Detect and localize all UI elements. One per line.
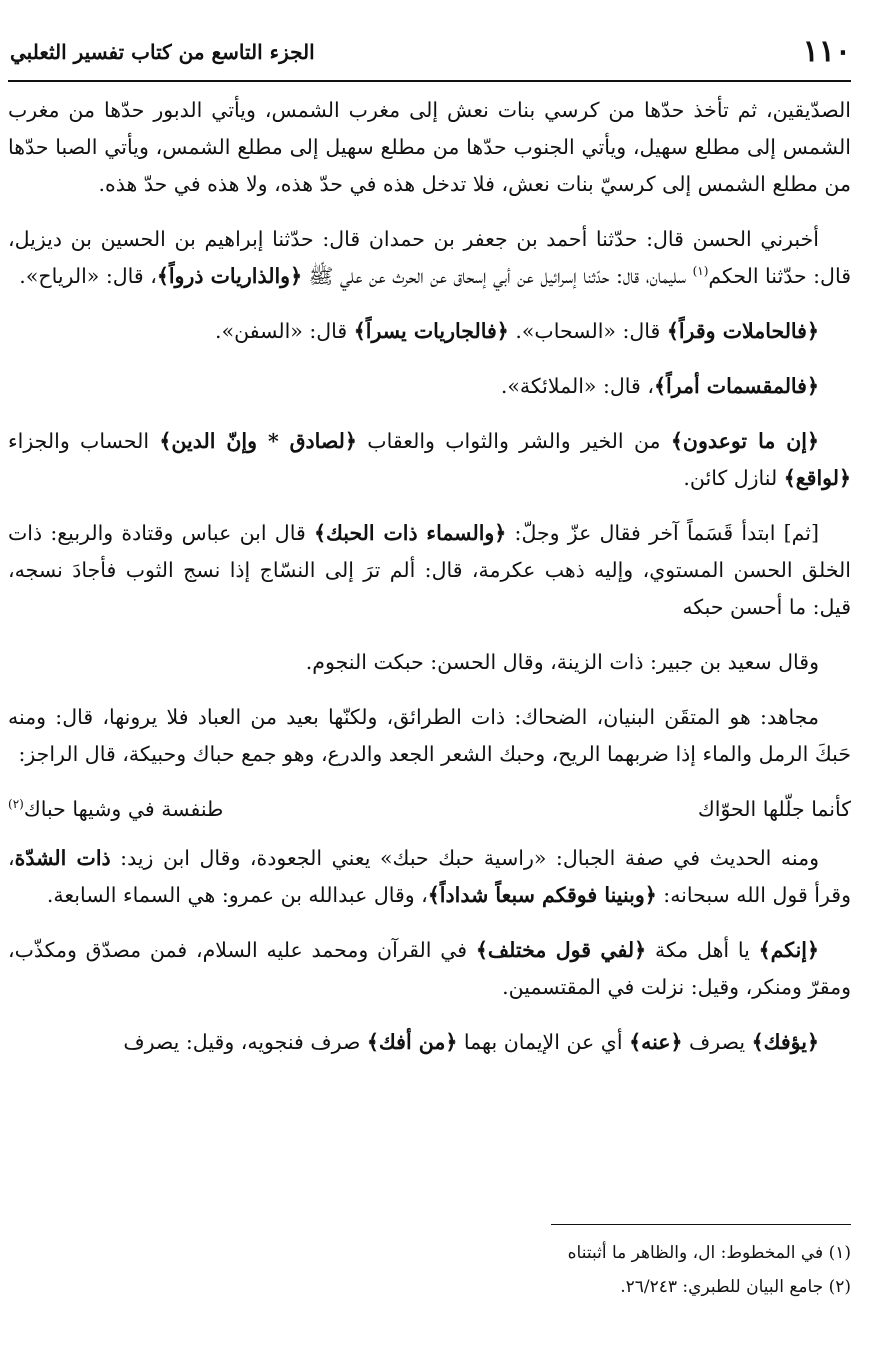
- paragraph-6: [8, 515, 851, 626]
- text: ، قال: «الملائكة».: [500, 374, 654, 398]
- paragraph-10: [8, 932, 851, 1006]
- footnote-ref-2: (٢): [8, 797, 24, 812]
- quran-verse: ﴿لواقع﴾: [783, 466, 851, 490]
- quran-verse: ﴿من أفك﴾: [366, 1030, 458, 1054]
- quran-verse: ﴿والذاريات ذرواً﴾: [156, 264, 303, 288]
- text: قال ابن عباس وقتادة والربيع: ذات الخلق الحسن المستوي، وإليه ذهب عكرمة، قال: ألم ترَ إلى النسّاج إذا نسج الثوب فأجادَ نسجه، قيل: ما أحسن حبكه: [8, 521, 851, 619]
- paragraph-11: [8, 1024, 851, 1061]
- footnote-1: (١) في المخطوط: ال، والظاهر ما أثبتناه: [567, 1243, 851, 1263]
- verse-first-hemistich: كأنما جلّلها الحوّاك: [697, 797, 851, 821]
- page-number: ١١٠: [802, 34, 851, 69]
- footnote-divider: [551, 1224, 851, 1225]
- text: أي عن الإيمان بهما: [457, 1030, 630, 1054]
- quran-verse: ﴿فالحاملات وقراً﴾: [666, 319, 819, 343]
- text: قال: «السحاب».: [508, 319, 667, 343]
- footnote-2: (٢) جامع البيان للطبري: ٢٦/٢٤٣.: [620, 1277, 851, 1297]
- text: ، وقرأ قول الله سبحانه:: [8, 846, 851, 907]
- paragraph-7: [8, 644, 851, 681]
- paragraph-3: [8, 313, 851, 350]
- text: في القرآن ومحمد عليه السلام، فمن مصدّق ومكذّب، ومقرّ ومنكر، وقيل: نزلت في المقتسمين.: [8, 938, 851, 999]
- page-header: [8, 30, 851, 82]
- text: [ثم] ابتدأ قَسَماً آخر فقال عزّ وجلّ:: [506, 521, 819, 545]
- text: الصدّيقين، ثم تأخذ حدّها من كرسي بنات نعش إلى مغرب الشمس، ويأتي الدبور حدّها من مغرب الشمس إلى مطلع سهيل، ويأتي الجنوب حدّها من مطلع سهيل إلى مطلع الشمس، ويأتي الصبا حدّها من مطلع الشمس إلى كرسيّ بنات نعش، فلا تدخل هذه في حدّ هذه، ولا هذه في حدّ هذه.: [8, 98, 851, 196]
- paragraph-2: [8, 221, 851, 295]
- bold-phrase: ذات الشدّة: [14, 846, 111, 870]
- quran-verse: ﴿إن ما توعدون﴾: [670, 429, 820, 453]
- footnotes: [568, 1236, 851, 1304]
- paragraph-5: [8, 423, 851, 497]
- verse-second-hemistich: [8, 791, 223, 828]
- quran-verse: ﴿إنكم﴾: [758, 938, 820, 962]
- quran-verse: ﴿وبنينا فوقكم سبعاً شداداً﴾: [427, 883, 657, 907]
- text: ومنه الحديث في صفة الجبال: «راسية حبك حبك» يعني الجعودة، وقال ابن زيد:: [110, 846, 819, 870]
- quran-verse: ﴿فالمقسمات أمراً﴾: [653, 374, 819, 398]
- text: أخبرني الحسن قال: حدّثنا أحمد بن جعفر بن حمدان قال: حدّثنا إبراهيم بن الحسين بن ديزيل، قال: حدّثنا الحكم: [8, 227, 851, 288]
- quran-verse: ﴿فالجاريات يسراً﴾: [353, 319, 509, 343]
- running-title: الجزء التاسع من كتاب تفسير الثعلبي: [10, 40, 315, 64]
- text: يا أهل مكة: [646, 938, 759, 962]
- text: مجاهد: هو المتقَن البنيان، الضحاك: ذات الطرائق، ولكنّها بعيد من العباد فلا يرونها، قال: ومنه حَبكَ الرمل والماء إذا ضربهما الريح، وحبك الشعر الجعد والدرع، وهو جمع حباك وحبيكة، قال الراجز:: [8, 705, 851, 766]
- quran-verse: ﴿لصادق * وإنّ الدين﴾: [159, 429, 357, 453]
- text: طنفسة في وشيها حباك: [23, 797, 224, 821]
- text: يصرف: [682, 1030, 752, 1054]
- text: ، وقال عبدالله بن عمرو: هي السماء السابعة.: [46, 883, 428, 907]
- quran-verse: ﴿لفي قول مختلف﴾: [475, 938, 647, 962]
- paragraph-8: [8, 699, 851, 773]
- quran-verse: ﴿يؤفك﴾: [751, 1030, 819, 1054]
- footnote-ref-1: (١): [692, 264, 709, 279]
- text: لنازل كائن.: [683, 466, 784, 490]
- paragraph-1: [8, 92, 851, 203]
- poetry-verse: [8, 791, 851, 828]
- quran-verse: ﴿عنه﴾: [629, 1030, 683, 1054]
- text: سليمان، قال: حدّثنا إسرائيل عن أبي إسحاق عن الحرث عن علي ﷺ: [302, 264, 693, 288]
- text: الحساب والجزاء: [8, 429, 160, 453]
- text: صرف فنجويه، وقيل: يصرف: [123, 1030, 367, 1054]
- quran-verse: ﴿والسماء ذات الحبك﴾: [313, 521, 507, 545]
- text: قال: «السفن».: [215, 319, 354, 343]
- page-body: [8, 92, 851, 1079]
- paragraph-9: [8, 840, 851, 914]
- text: وقال سعيد بن جبير: ذات الزينة، وقال الحسن: حبكت النجوم.: [305, 650, 819, 674]
- text: من الخير والشر والثواب والعقاب: [356, 429, 671, 453]
- paragraph-4: [8, 368, 851, 405]
- text: ، قال: «الرياح».: [19, 264, 157, 288]
